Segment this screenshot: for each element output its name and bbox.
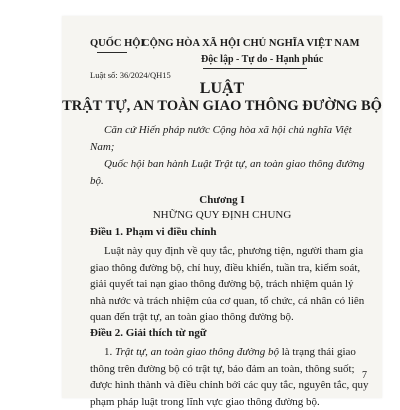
defined-term: Trật tự, an toàn giao thông đường bộ: [115, 346, 279, 358]
agency-underline: [97, 52, 127, 53]
chapter-number: Chương I: [199, 194, 245, 206]
national-title: CỘNG HÒA XÃ HỘI CHỦ NGHĨA VIỆT NAM: [142, 38, 360, 49]
page-number: 7: [362, 370, 367, 381]
document-subtitle: TRẬT TỰ, AN TOÀN GIAO THÔNG ĐƯỜNG BỘ: [62, 98, 382, 114]
article-1-heading: Điều 1. Phạm vi điều chỉnh: [90, 226, 217, 238]
article-2-heading: Điều 2. Giải thích từ ngữ: [90, 327, 207, 339]
article-2-clause-1: [90, 344, 370, 410]
article-1-body: Luật này quy định về quy tắc, phương tiện, người tham gia giao thông đường bộ, chỉ huy, điều khiển, tuần tra, kiểm soát, giải quyết tai nạn giao thông đường bộ, trách nhiệm quản lý nhà nước và trách nhiệm của cơ quan, tổ chức, cá nhân có liên quan đến trật tự, an toàn giao thông đường bộ.: [90, 245, 365, 323]
chapter-title: NHỮNG QUY ĐỊNH CHUNG: [152, 209, 292, 221]
document-title: LUẬT: [199, 80, 245, 97]
document-number: Luật số: 36/2024/QH15: [90, 70, 171, 80]
term-definition: là trạng thái giao thông trên đường bộ có trật tự, bảo đảm an toàn, thông suốt; được hình thành và điều chỉnh bởi các quy tắc, nguyên tắc, quy phạm pháp luật trong lĩnh vực giao thông đường bộ.: [90, 346, 369, 408]
clause-number: 1.: [104, 346, 115, 358]
motto-underline: [203, 68, 307, 69]
issuing-agency: QUỐC HỘI: [90, 38, 145, 49]
national-motto: Độc lập - Tự do - Hạnh phúc: [201, 54, 324, 65]
preamble-enactment: Quốc hội ban hành Luật Trật tự, an toàn giao thông đường bộ.: [90, 158, 365, 187]
preamble-basis: Căn cứ Hiến pháp nước Cộng hòa xã hội chủ nghĩa Việt Nam;: [90, 124, 352, 153]
